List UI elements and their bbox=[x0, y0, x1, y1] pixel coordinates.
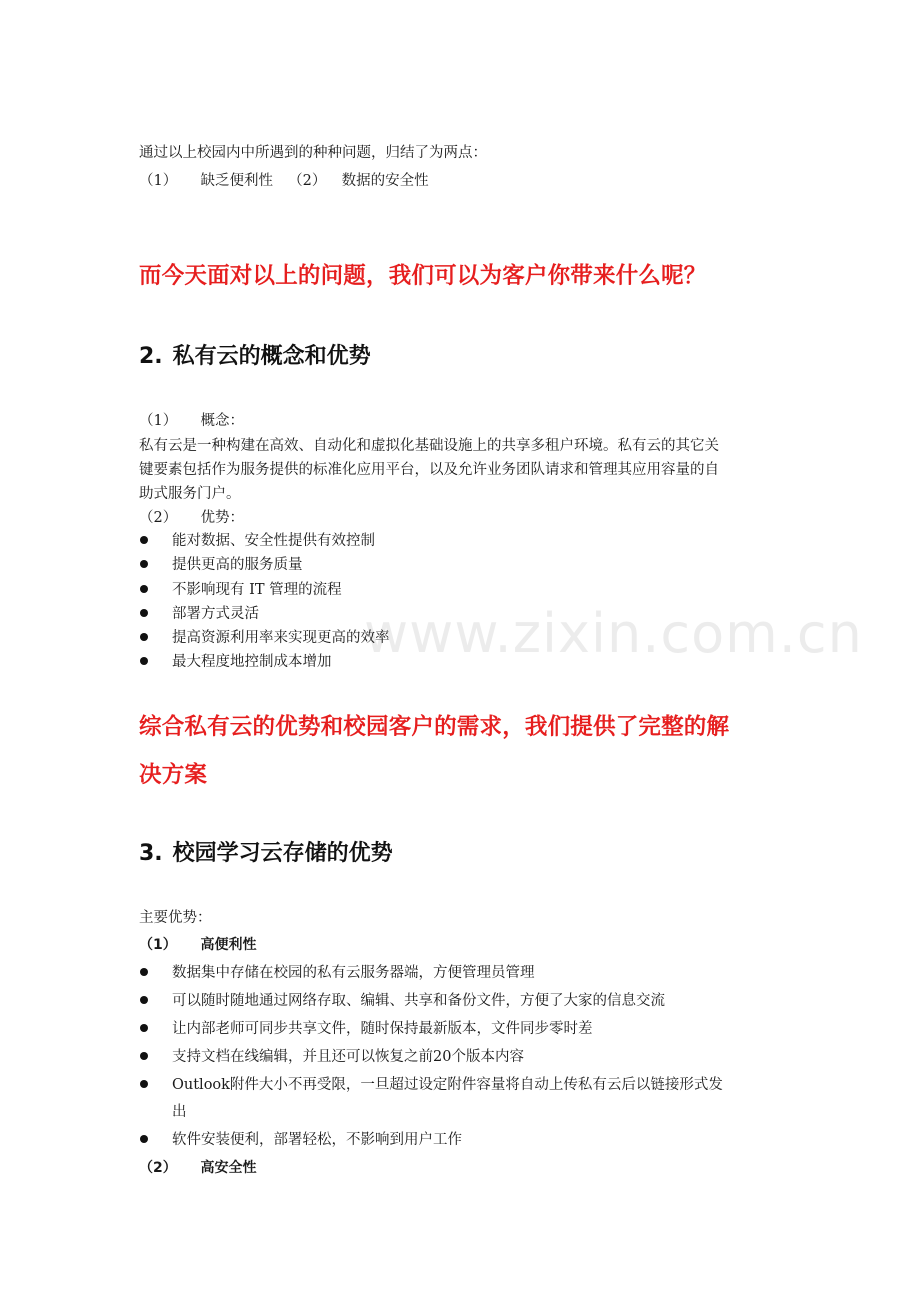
bullet-dot bbox=[140, 1135, 148, 1143]
red-heading-solution-line-2: 决方案 bbox=[139, 762, 208, 788]
concept-num: （1） bbox=[139, 413, 178, 429]
convenience-item: 软件安装便利，部署轻松，不影响到用户工作 bbox=[172, 1132, 462, 1148]
bullet-dot bbox=[140, 968, 148, 976]
convenience-item-continuation: 出 bbox=[172, 1104, 187, 1120]
advantage-item: 提高资源利用率来实现更高的效率 bbox=[172, 630, 390, 646]
sub1-label: 高便利性 bbox=[200, 937, 257, 953]
main-advantages-intro: 主要优势： bbox=[139, 910, 212, 926]
advantage-item: 不影响现有 IT 管理的流程 bbox=[172, 582, 342, 598]
convenience-item: 支持文档在线编辑，并且还可以恢复之前20个版本内容 bbox=[172, 1049, 524, 1065]
section-2-heading bbox=[139, 339, 371, 370]
sub2-label: 高安全性 bbox=[200, 1160, 257, 1176]
bullet-dot bbox=[140, 585, 148, 593]
intro-item1-text: 缺乏便利性 bbox=[200, 173, 273, 189]
red-heading-question: 而今天面对以上的问题，我们可以为客户你带来什么呢？ bbox=[139, 263, 707, 289]
intro-item1-num: （1） bbox=[139, 173, 178, 189]
intro-item2-text: 数据的安全性 bbox=[341, 173, 429, 189]
concept-text-line-3: 助式服务门户。 bbox=[139, 486, 241, 502]
advantage-item: 部署方式灵活 bbox=[172, 606, 259, 622]
sub-heading-convenience bbox=[139, 933, 257, 957]
advantage-item: 能对数据、安全性提供有效控制 bbox=[172, 533, 375, 549]
concept-text-line-2: 键要素包括作为服务提供的标准化应用平台，以及允许业务团队请求和管理其应用容量的自 bbox=[139, 462, 719, 478]
section-3-number: 3. bbox=[139, 841, 163, 866]
convenience-item: 数据集中存储在校园的私有云服务器端，方便管理员管理 bbox=[172, 965, 535, 981]
bullet-dot bbox=[140, 609, 148, 617]
sub1-num: （1） bbox=[139, 937, 177, 953]
bullet-dot bbox=[140, 657, 148, 665]
bullet-dot bbox=[140, 536, 148, 544]
advantage-item: 最大程度地控制成本增加 bbox=[172, 654, 332, 670]
bullet-dot bbox=[140, 1024, 148, 1032]
advantage-item: 提供更高的服务质量 bbox=[172, 557, 303, 573]
advantage-label-line bbox=[139, 506, 244, 530]
advantage-label: 优势： bbox=[200, 510, 244, 526]
convenience-item: Outlook附件大小不再受限，一旦超过设定附件容量将自动上传私有云后以链接形式发 bbox=[172, 1077, 723, 1093]
intro-item2-num: （2） bbox=[288, 173, 327, 189]
convenience-item: 让内部老师可同步共享文件，随时保持最新版本，文件同步零时差 bbox=[172, 1021, 593, 1037]
bullet-dot bbox=[140, 1080, 148, 1088]
section-3-heading bbox=[139, 836, 393, 867]
watermark: www.zixin.com.cn bbox=[364, 602, 863, 665]
bullet-dot bbox=[140, 633, 148, 641]
concept-label-line bbox=[139, 409, 244, 433]
bullet-dot bbox=[140, 560, 148, 568]
concept-text-line-1: 私有云是一种构建在高效、自动化和虚拟化基础设施上的共享多租户环境。私有云的其它关 bbox=[139, 438, 719, 454]
bullet-dot bbox=[140, 1052, 148, 1060]
section-3-title: 校园学习云存储的优势 bbox=[172, 841, 393, 866]
section-2-number: 2. bbox=[139, 344, 163, 369]
advantage-num: （2） bbox=[139, 510, 178, 526]
red-heading-solution-line-1: 综合私有云的优势和校园客户的需求，我们提供了完整的解 bbox=[139, 714, 730, 740]
concept-label: 概念： bbox=[200, 413, 244, 429]
convenience-item: 可以随时随地通过网络存取、编辑、共享和备份文件，方便了大家的信息交流 bbox=[172, 993, 665, 1009]
sub2-num: （2） bbox=[139, 1160, 177, 1176]
intro-items bbox=[139, 169, 429, 193]
section-2-title: 私有云的概念和优势 bbox=[172, 344, 371, 369]
sub-heading-security bbox=[139, 1156, 257, 1180]
bullet-dot bbox=[140, 996, 148, 1004]
intro-line: 通过以上校园内中所遇到的种种问题，归结了为两点： bbox=[139, 145, 487, 161]
